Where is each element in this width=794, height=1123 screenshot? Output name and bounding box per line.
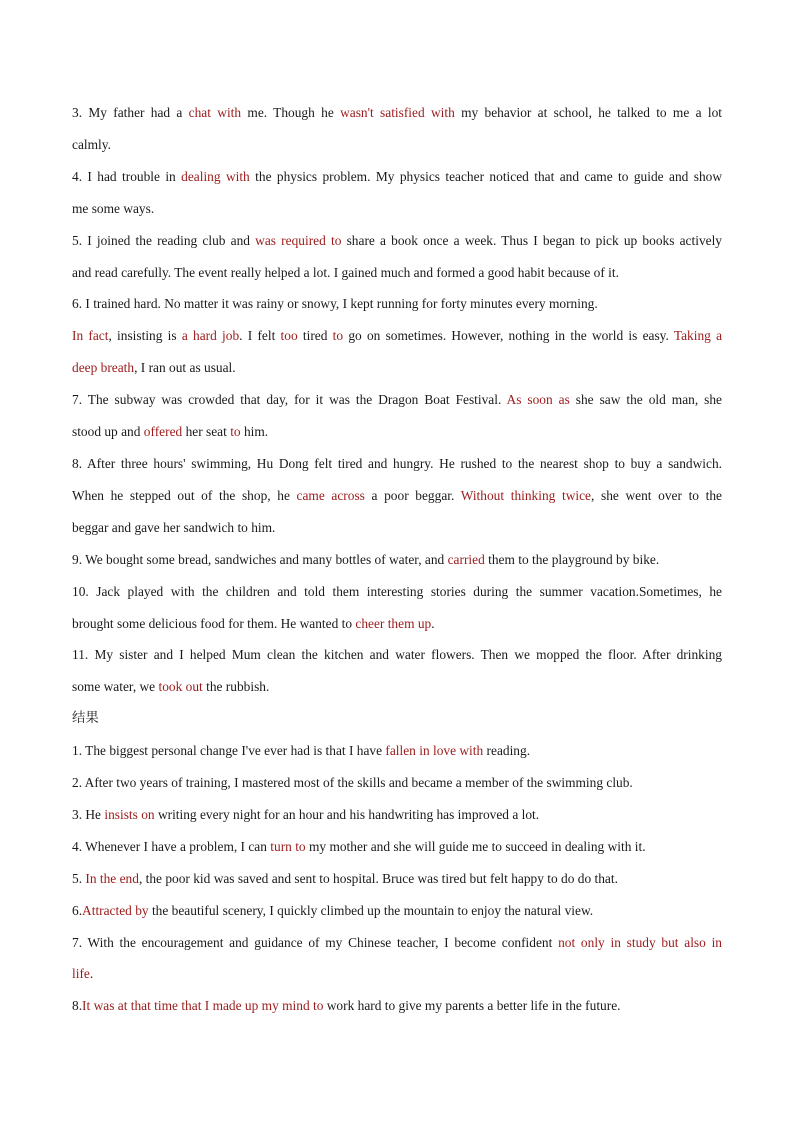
text-segment: 结果 [72, 711, 99, 727]
text-segment: reading. [483, 743, 531, 759]
text-line [72, 129, 722, 161]
text-segment: 11. My sister and I helped Mum clean the kitchen and water flowers. Then we mopped the floor. After drinking [72, 647, 722, 663]
text-line [72, 97, 722, 129]
text-segment: writing every night for an hour and his handwriting has improved a lot. [154, 806, 540, 822]
text-segment: a poor beggar. [364, 487, 461, 503]
highlighted-phrase: not only in study but also in [558, 934, 722, 950]
text-line [72, 799, 722, 831]
text-segment: , she went over to the [591, 487, 722, 503]
text-line [72, 416, 722, 448]
highlighted-phrase: chat with [188, 105, 242, 120]
text-segment: 7. With the encouragement and guidance of my Chinese teacher, I become confident [72, 934, 559, 950]
text-segment: share a book once a week. Thus I began to pick up books actively [341, 232, 722, 248]
highlighted-phrase: to [230, 424, 241, 440]
text-segment: . I felt [239, 328, 281, 344]
highlighted-phrase: In the end [85, 870, 139, 886]
text-line [72, 576, 722, 608]
highlighted-phrase: carried [447, 551, 485, 567]
text-segment: 3. He [72, 806, 105, 822]
text-line [72, 193, 722, 225]
text-line [72, 161, 722, 193]
text-line [72, 831, 722, 863]
highlighted-phrase: dealing with [181, 168, 250, 184]
highlighted-phrase: turn to [270, 838, 306, 854]
text-segment: her seat [182, 424, 231, 440]
highlighted-phrase: wasn't satisfied with [340, 105, 455, 120]
text-line [72, 671, 722, 703]
highlighted-phrase: As soon as [506, 392, 570, 408]
text-segment: beggar and gave her sandwich to him. [72, 519, 276, 535]
text-line [72, 927, 722, 959]
text-line [72, 863, 722, 895]
highlighted-phrase: was required to [255, 232, 342, 248]
text-segment: 2. After two years of training, I mastered most of the skills and became a member of the swimming club. [72, 775, 633, 791]
highlighted-phrase: a hard job [181, 328, 240, 344]
text-line [72, 320, 722, 352]
text-segment: 6. [72, 902, 83, 918]
highlighted-phrase: Taking a [673, 328, 723, 344]
highlighted-phrase: came across [296, 487, 365, 503]
text-segment: 1. The biggest personal change I've ever had is that I have [72, 743, 386, 759]
text-segment: 5. [72, 870, 86, 886]
text-line [72, 352, 722, 384]
highlighted-phrase: deep breath [72, 360, 135, 376]
text-segment: and read carefully. The event really helped a lot. I gained much and formed a good habit because of it. [72, 264, 619, 280]
text-segment: me. Though he [241, 105, 341, 120]
highlighted-phrase: insists on [104, 806, 155, 822]
text-segment: 3. My father had a [72, 105, 189, 120]
text-segment: 5. I joined the reading club and [72, 232, 256, 248]
text-line [72, 512, 722, 544]
text-segment: 6. I trained hard. No matter it was rainy or snowy, I kept running for forty minutes every morning. [72, 296, 598, 312]
text-line [72, 544, 722, 576]
text-line [72, 448, 722, 480]
highlighted-phrase: Without thinking twice [460, 487, 591, 503]
highlighted-phrase: cheer them up [355, 615, 432, 631]
text-line [72, 639, 722, 671]
text-line [72, 257, 722, 289]
text-segment: , the poor kid was saved and sent to hospital. Bruce was tired but felt happy to do do that. [138, 870, 618, 886]
text-segment: brought some delicious food for them. He wanted to [72, 615, 356, 631]
text-segment: calmly. [72, 136, 111, 152]
highlighted-phrase: Attracted by [82, 902, 149, 918]
highlighted-phrase: fallen in love with [385, 743, 484, 759]
text-segment: stood up and [72, 424, 144, 440]
text-segment: my mother and she will guide me to succeed in dealing with it. [305, 838, 646, 854]
text-line [72, 895, 722, 927]
text-segment: some water, we [72, 679, 159, 695]
text-segment: 10. Jack played with the children and told them interesting stories during the summer vacation.Sometimes, he [72, 583, 722, 599]
section-heading [72, 703, 722, 735]
text-segment: me some ways. [72, 200, 155, 216]
text-segment: , I ran out as usual. [134, 360, 236, 376]
text-segment: When he stepped out of the shop, he [72, 487, 297, 503]
text-line [72, 958, 722, 990]
text-segment: . [89, 966, 94, 982]
text-line [72, 990, 722, 1022]
text-segment: go on sometimes. However, nothing in the world is easy. [343, 328, 674, 344]
text-segment: 9. We bought some bread, sandwiches and many bottles of water, and [72, 551, 448, 567]
text-line [72, 288, 722, 320]
highlighted-phrase: It was at that time that I made up my mind to [82, 998, 324, 1014]
highlighted-phrase: In fact [72, 328, 109, 344]
text-line [72, 735, 722, 767]
highlighted-phrase: to [332, 328, 344, 344]
text-segment: work hard to give my parents a better life in the future. [323, 998, 621, 1014]
text-line [72, 608, 722, 640]
highlighted-phrase: too [280, 328, 298, 344]
text-segment: . [431, 615, 435, 631]
text-segment: tired [297, 328, 333, 344]
text-segment: 8. After three hours' swimming, Hu Dong felt tired and hungry. He rushed to the nearest shop to buy a sandwich. [72, 455, 722, 471]
text-segment: , insisting is [108, 328, 182, 344]
text-segment: 4. Whenever I have a problem, I can [72, 838, 271, 854]
text-segment: them to the playground by bike. [484, 551, 660, 567]
text-line [72, 767, 722, 799]
highlighted-phrase: offered [143, 424, 183, 440]
text-segment: 7. The subway was crowded that day, for it was the Dragon Boat Festival. [72, 392, 507, 408]
text-segment: the beautiful scenery, I quickly climbed up the mountain to enjoy the natural view. [148, 902, 594, 918]
text-segment: 8. [72, 998, 83, 1014]
text-line [72, 225, 722, 257]
text-line [72, 480, 722, 512]
text-segment: him. [240, 424, 269, 440]
text-line [72, 384, 722, 416]
text-segment: the rubbish. [202, 679, 270, 695]
text-segment: she saw the old man, she [569, 392, 722, 408]
highlighted-phrase: took out [158, 679, 203, 695]
text-segment: 4. I had trouble in [72, 168, 182, 184]
text-segment: my behavior at school, he talked to me a lot [454, 105, 722, 120]
highlighted-phrase: life [72, 966, 90, 982]
text-segment: the physics problem. My physics teacher noticed that and came to guide and show [249, 168, 723, 184]
